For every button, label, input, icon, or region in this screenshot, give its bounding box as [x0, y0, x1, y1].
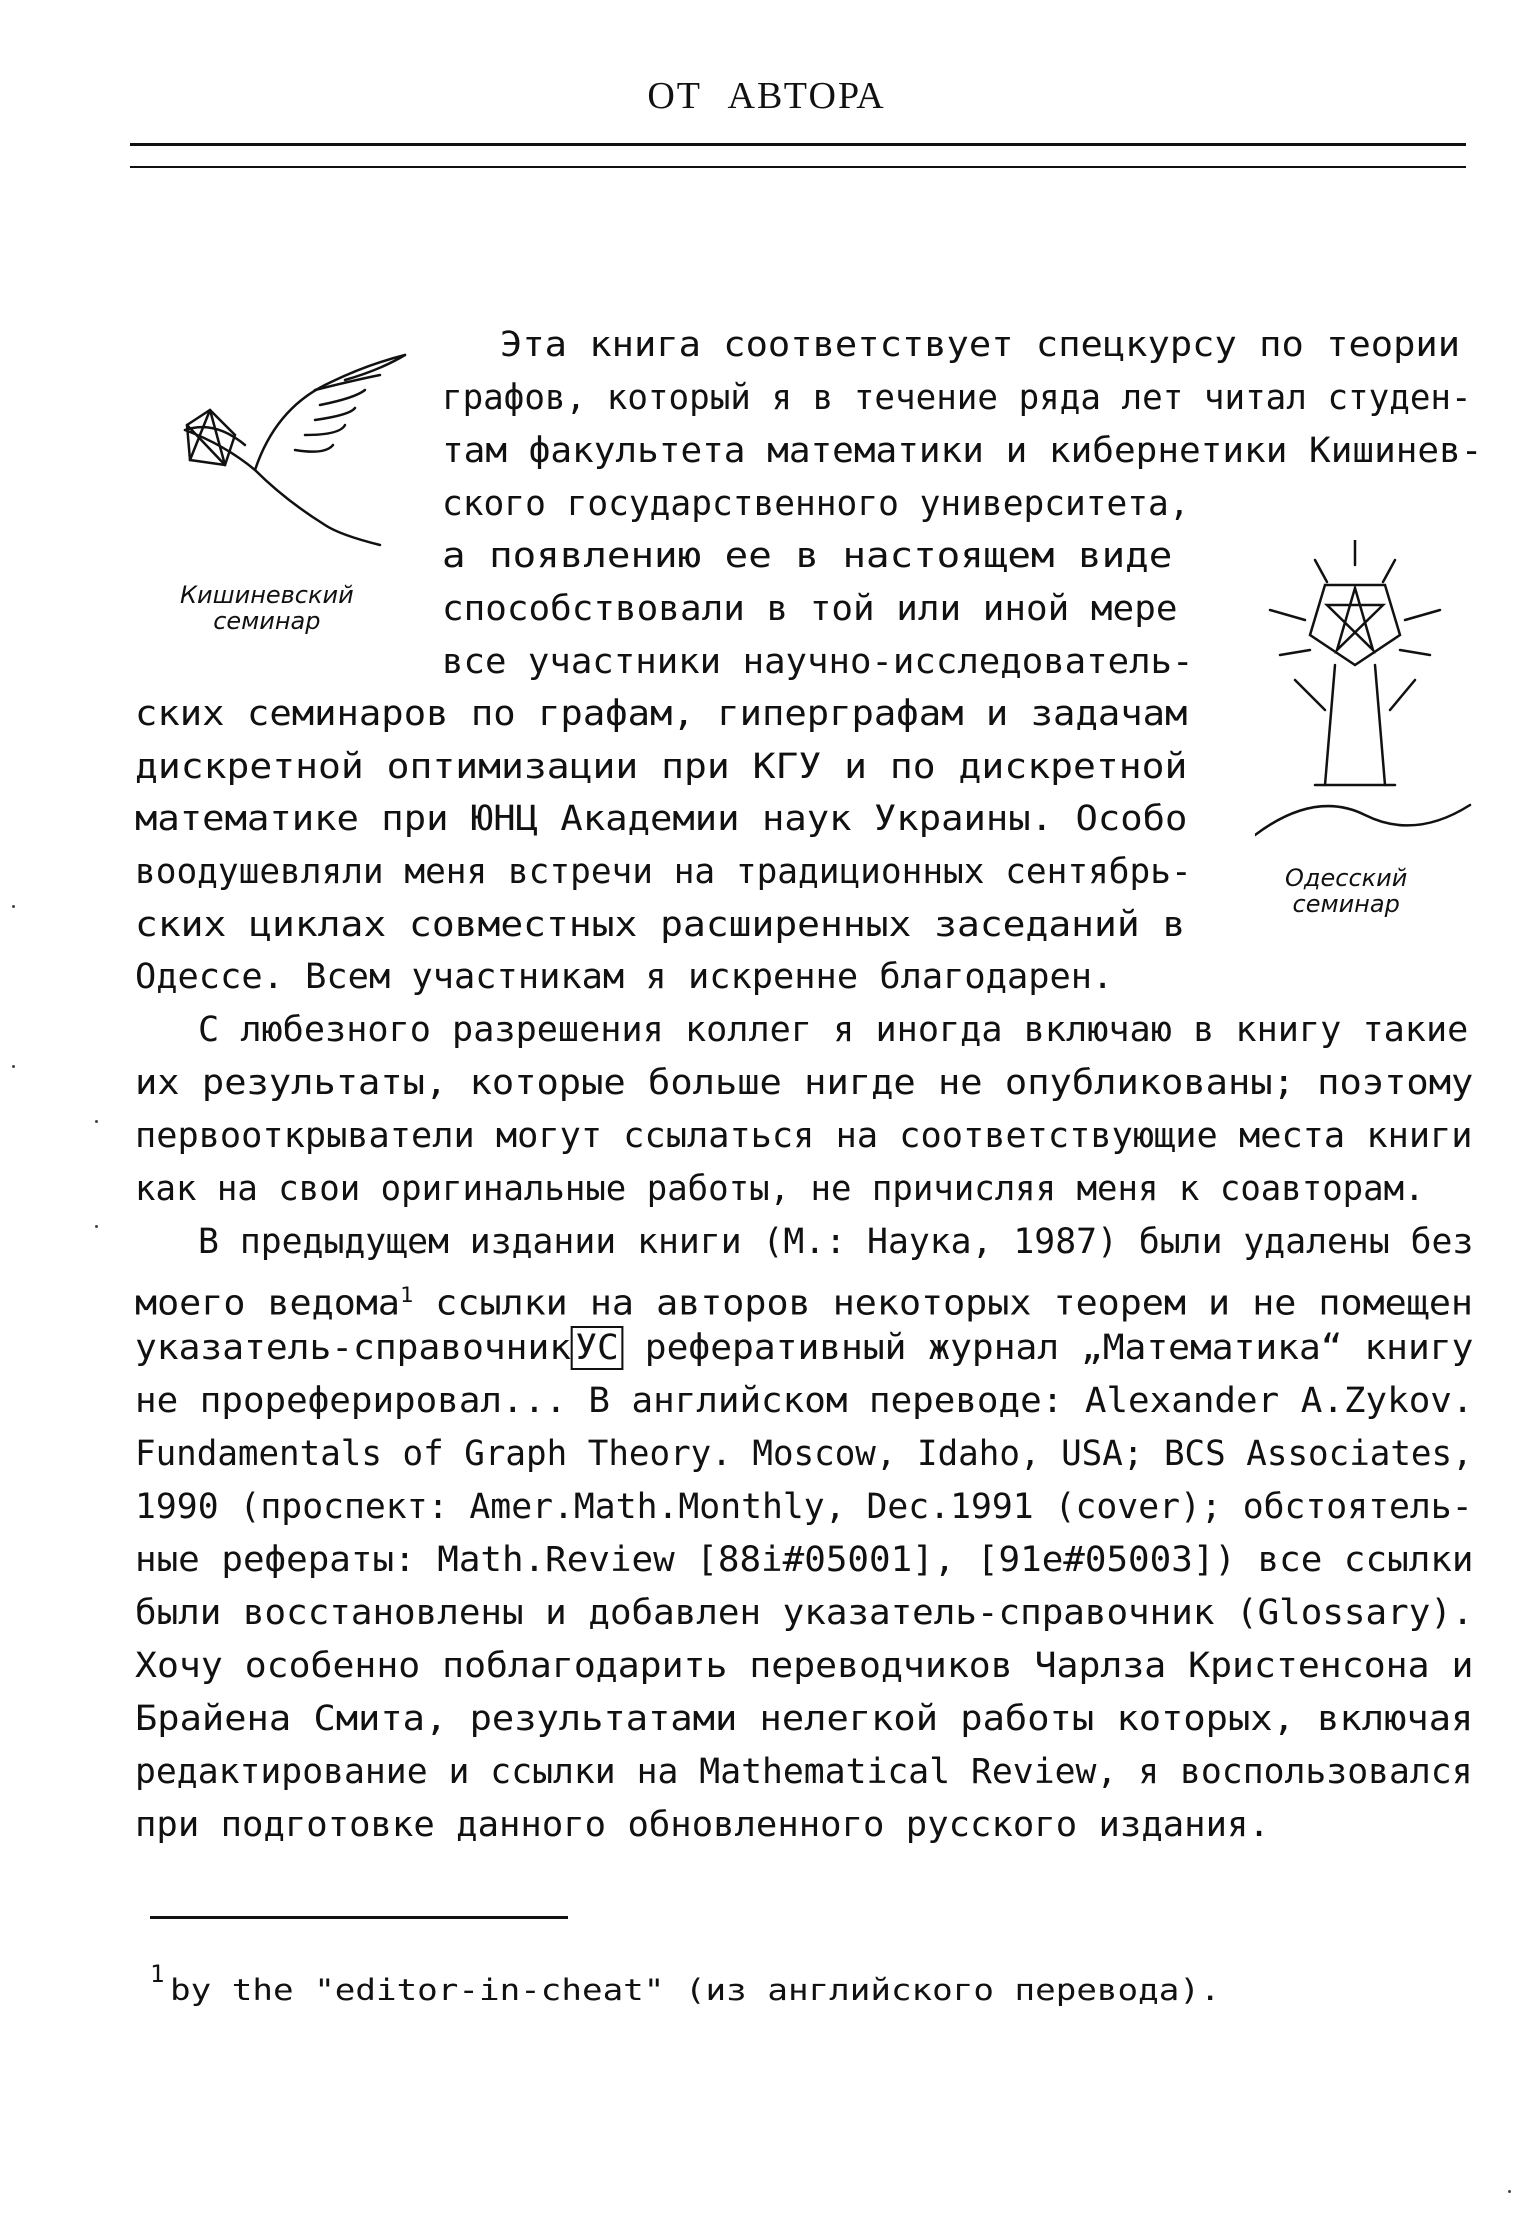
text-line: а появлению ее в настоящем виде	[442, 536, 1173, 576]
text-line: дискретной оптимизации при КГУ и по дискретной	[135, 747, 1188, 787]
text-line: ные рефераты: Math.Review [88i#05001], [91e#05003]) все ссылки	[135, 1540, 1474, 1580]
text-line: воодушевляли меня встречи на традиционных сентябрь-	[135, 852, 1192, 892]
text-line: 1990 (проспект: Amer.Math.Monthly, Dec.1991 (cover); обстоятель-	[135, 1487, 1473, 1527]
bird-drawing-icon	[165, 350, 415, 550]
text-line: ских семинаров по графам, гиперграфам и задачам	[135, 694, 1188, 734]
text-line: их результаты, которые больше нигде не опубликованы; поэтому	[135, 1063, 1474, 1103]
text-fragment: моего ведома	[135, 1283, 400, 1324]
text-line: ского государственного университета,	[442, 484, 1190, 524]
text-fragment: указатель-справочник	[135, 1328, 572, 1368]
text-line: как на свои оригинальные работы, не причисляя меня к соавторам.	[135, 1169, 1425, 1209]
text-line	[135, 1328, 1473, 1368]
left-figure-caption	[180, 582, 354, 634]
text-line	[135, 1275, 1473, 1324]
text-line: при подготовке данного обновленного русского издания.	[135, 1805, 1270, 1845]
text-line: Одессе. Всем участникам я искренне благодарен.	[135, 957, 1114, 997]
scan-speck	[12, 905, 15, 908]
text-line: были восстановлены и добавлен указатель-справочник (Glossary).	[135, 1593, 1474, 1633]
text-line: С любезного разрешения коллег я иногда включаю в книгу такие	[198, 1010, 1469, 1050]
boxed-abbreviation: УС	[571, 1326, 623, 1370]
right-caption-line-1: Одесский	[1285, 864, 1408, 892]
text-line: редактирование и ссылки на Mathematical Review, я воспользовался	[135, 1752, 1473, 1792]
text-line: не прореферировал... В английском переводе: Alexander A.Zykov.	[135, 1381, 1474, 1421]
text-line: ских циклах совместных расширенных заседаний в	[135, 905, 1186, 945]
text-line: графов, который я в течение ряда лет читал студен-	[442, 378, 1472, 418]
text-line: там факультета математики и кибернетики Кишинев-	[442, 431, 1483, 471]
text-line: Брайена Смита, результатами нелегкой работы которых, включая	[135, 1699, 1474, 1739]
text-fragment: реферативный журнал „Математика“ книгу	[623, 1328, 1474, 1368]
scan-speck	[95, 1225, 98, 1228]
text-line: В предыдущем издании книги (М.: Наука, 1987) были удалены без	[198, 1222, 1474, 1262]
text-line: все участники научно-исследователь-	[442, 642, 1194, 682]
text-line: Хочу особенно поблагодарить переводчиков Чарлза Кристенсона и	[135, 1646, 1474, 1686]
right-caption-line-2: семинар	[1292, 890, 1400, 918]
text-line: первооткрыватели могут ссылаться на соответствующие места книги	[135, 1116, 1473, 1156]
footnote-text: by the "editor-in-cheat" (из английского перевода).	[170, 1973, 1221, 2007]
header-rule-top	[130, 143, 1466, 146]
text-line: математике при ЮНЦ Академии наук Украины. Особо	[135, 799, 1188, 839]
header-rule-bottom	[130, 166, 1466, 168]
text-line: способствовали в той или иной мере	[442, 589, 1178, 629]
footnote-mark: 1	[150, 1960, 165, 1988]
footnote-rule	[150, 1916, 568, 1919]
scan-speck	[12, 1065, 15, 1068]
footnote-reference: 1	[399, 1283, 414, 1307]
left-caption-line-1: Кишиневский	[180, 581, 354, 609]
right-figure-caption	[1285, 865, 1407, 917]
text-fragment: ссылки на авторов некоторых теорем и не помещен	[413, 1283, 1473, 1324]
lighthouse-drawing-icon	[1255, 540, 1475, 860]
scan-speck	[1508, 2190, 1511, 2193]
text-line: Эта книга соответствует спецкурсу по теории	[500, 325, 1461, 365]
text-line: Fundamentals of Graph Theory. Moscow, Idaho, USA; BCS Associates,	[135, 1434, 1473, 1474]
scan-speck	[95, 1120, 98, 1123]
page-title: ОТ АВТОРА	[647, 75, 886, 117]
left-caption-line-2: семинар	[213, 607, 321, 635]
